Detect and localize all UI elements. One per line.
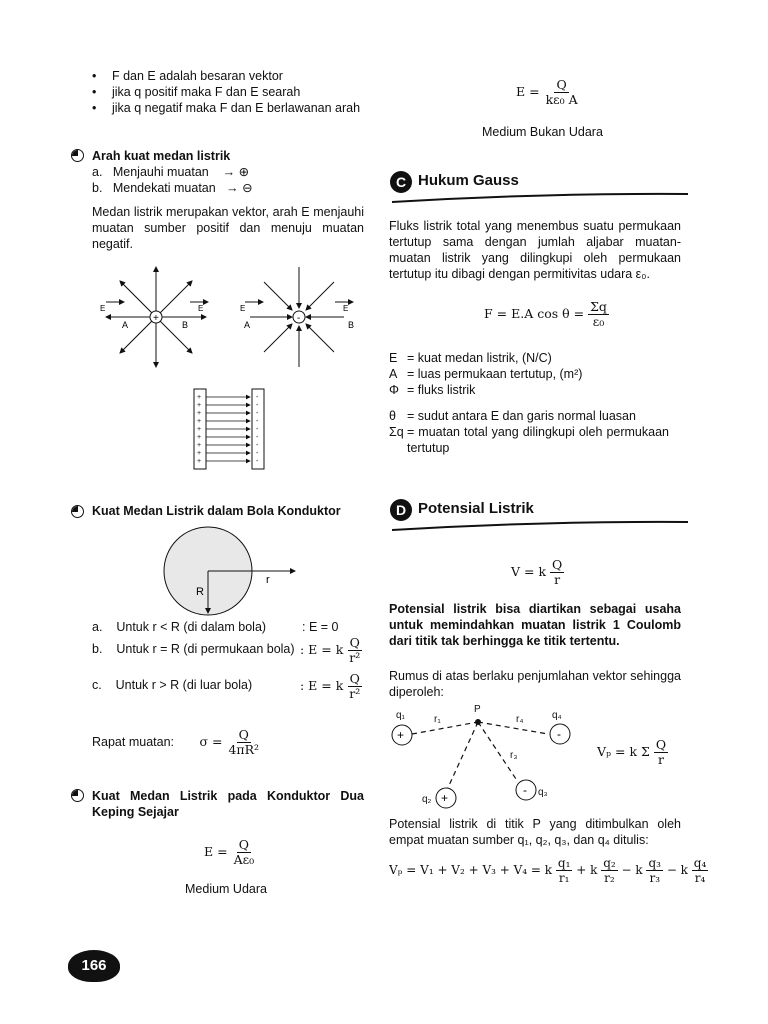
- svg-text:-: -: [256, 450, 259, 457]
- bullet-item: • jika q positif maka F dan E searah: [112, 84, 364, 100]
- plus-sign: +: [153, 313, 159, 324]
- svg-text:B: B: [182, 320, 189, 330]
- arah-item: b. Mendekati muatan → ⊖: [92, 181, 253, 195]
- svg-text:-: -: [557, 727, 561, 741]
- vp-expanded-equation: Vₚ = V₁ + V₂ + V₃ + V₄ = k $\frac{\text{q₁}}{\text{r₁}}$ + k $\frac{\text{q₂}}{\text{r₂}}$ − k $\frac{\text{q₃}}{\text{r₃}}$ − k $\frac{\text{q₄}}{\text{r₄}}$: [389, 856, 707, 885]
- gauss-equation: F = E.A cos θ = $\frac{\Sigma q}{\text{ε₀}}$: [484, 299, 607, 329]
- gauss-definitions: [389, 350, 681, 456]
- page-number: 166: [81, 957, 107, 974]
- potensial-equation: V = k $\frac{Q}{r}$: [511, 557, 563, 587]
- svg-text:A: A: [122, 320, 129, 330]
- svg-text:E: E: [343, 304, 349, 313]
- definition-row: Σq = muatan total yang dilingkupi oleh permukaan tertutup: [389, 425, 669, 455]
- keping-heading: Kuat Medan Listrik pada Konduktor Dua Keping Sejajar: [92, 788, 364, 820]
- definition-row: A = luas permukaan tertutup, (m²): [389, 367, 583, 381]
- svg-text:+: +: [197, 410, 202, 417]
- gauss-paragraph: Fluks listrik total yang menembus suatu permukaan tertutup sama dengan jumlah aljabar muatan-muatan listrik yang dilingkupi oleh permukaan tertutup itu dibagi dengan permitivitas udara ε₀.: [389, 219, 681, 281]
- svg-text:+: +: [197, 442, 202, 449]
- definition-row: E = kuat medan listrik, (N/C): [389, 351, 552, 365]
- svg-text:r₄: r₄: [516, 714, 524, 725]
- keping-caption: Medium Udara: [185, 882, 267, 896]
- svg-text:q₁: q₁: [396, 710, 405, 721]
- svg-text:-: -: [256, 426, 259, 433]
- svg-text:-: -: [256, 410, 259, 417]
- section-d-badge: D: [390, 499, 412, 521]
- bola-item: b. Untuk r = R (di permukaan bola) : E = k $\frac{Q}{\text{r²}}$: [92, 635, 361, 665]
- svg-text:+: +: [197, 394, 202, 401]
- svg-text:B: B: [348, 320, 355, 330]
- heading-underline: [392, 192, 692, 204]
- svg-text:-: -: [256, 458, 259, 465]
- bola-heading: Kuat Medan Listrik dalam Bola Konduktor: [92, 504, 372, 518]
- bullet-item: • F dan E adalah besaran vektor: [112, 68, 364, 84]
- heading-underline: [392, 520, 692, 532]
- svg-text:r₃: r₃: [510, 750, 518, 761]
- section-bullet-icon: [71, 505, 84, 518]
- svg-text:-: -: [523, 783, 527, 797]
- svg-text:E: E: [198, 304, 204, 313]
- svg-text:+: +: [197, 458, 202, 465]
- svg-text:+: +: [197, 450, 202, 457]
- svg-text:A: A: [244, 320, 251, 330]
- svg-text:q₃: q₃: [538, 787, 548, 798]
- definition-row: Φ = fluks listrik: [389, 383, 476, 397]
- svg-text:+: +: [441, 791, 449, 805]
- vp-sum-equation: Vₚ = k Σ $\frac{Q}{r}$: [597, 737, 667, 767]
- section-bullet-icon: [71, 149, 84, 162]
- bola-item: c. Untuk r > R (di luar bola) : E = k $\frac{Q}{\text{r²}}$: [92, 671, 361, 701]
- potensial-para3: Potensial listrik di titik P yang ditimbulkan oleh empat muatan sumber q₁, q₂, q₃, dan q₄ ditulis:: [389, 817, 681, 847]
- arah-section: [92, 148, 364, 252]
- arah-paragraph: Medan listrik merupakan vektor, arah E menjauhi muatan sumber positif dan menuju muatan negatif.: [92, 205, 364, 251]
- bullet-item: • jika q negatif maka F dan E berlawanan arah: [112, 100, 364, 116]
- svg-text:-: -: [256, 418, 259, 425]
- keping-equation: E = $\frac{Q}{\text{Aε₀}}$: [204, 837, 255, 867]
- medium-bukan-udara-eq: E = $\frac{Q}{\text{kε₀ A}}$: [516, 77, 578, 107]
- svg-text:r: r: [266, 574, 270, 586]
- svg-text:-: -: [256, 434, 259, 441]
- potensial-para2: Rumus di atas berlaku penjumlahan vektor sehingga diperoleh:: [389, 669, 681, 699]
- svg-text:R: R: [196, 586, 204, 598]
- bola-item: a. Untuk r < R (di dalam bola) : E = 0: [92, 620, 339, 634]
- medium-bukan-udara-caption: Medium Bukan Udara: [482, 125, 603, 139]
- field-lines-diagram: [90, 262, 370, 372]
- bullet-list: [112, 68, 364, 116]
- rapat-muatan: Rapat muatan: σ = $\frac{Q}{\text{4πR²}}$: [92, 727, 260, 757]
- arah-item: a. Menjauhi muatan → ⊕: [92, 165, 250, 179]
- svg-text:+: +: [197, 434, 202, 441]
- svg-text:+: +: [197, 418, 202, 425]
- svg-text:E: E: [240, 304, 246, 313]
- page-number-badge: [68, 950, 120, 982]
- svg-text:+: +: [197, 402, 202, 409]
- svg-text:E: E: [100, 304, 106, 313]
- sphere-diagram: [160, 525, 300, 620]
- svg-text:+: +: [397, 728, 405, 742]
- definition-row: θ = sudut antara E dan garis normal luasan: [389, 409, 636, 423]
- potensial-definition: Potensial listrik bisa diartikan sebagai usaha untuk memindahkan muatan listrik 1 Coulomb dari titik tak berhingga ke titik tertentu.: [389, 602, 681, 648]
- svg-text:+: +: [197, 426, 202, 433]
- potensial-title: Potensial Listrik: [418, 500, 534, 517]
- svg-text:r₁: r₁: [434, 714, 441, 725]
- parallel-plates-diagram: [192, 387, 268, 471]
- section-bullet-icon: [71, 789, 84, 802]
- svg-text:q₄: q₄: [552, 710, 562, 721]
- gauss-title: Hukum Gauss: [418, 172, 519, 189]
- section-c-badge: C: [390, 171, 412, 193]
- svg-text:q₂: q₂: [422, 794, 432, 805]
- arah-title: Arah kuat medan listrik: [92, 149, 231, 163]
- minus-sign: -: [297, 313, 301, 324]
- bola-items: [92, 620, 372, 701]
- svg-text:-: -: [256, 402, 259, 409]
- svg-text:-: -: [256, 442, 259, 449]
- svg-text:P: P: [474, 704, 481, 715]
- svg-text:-: -: [256, 394, 259, 401]
